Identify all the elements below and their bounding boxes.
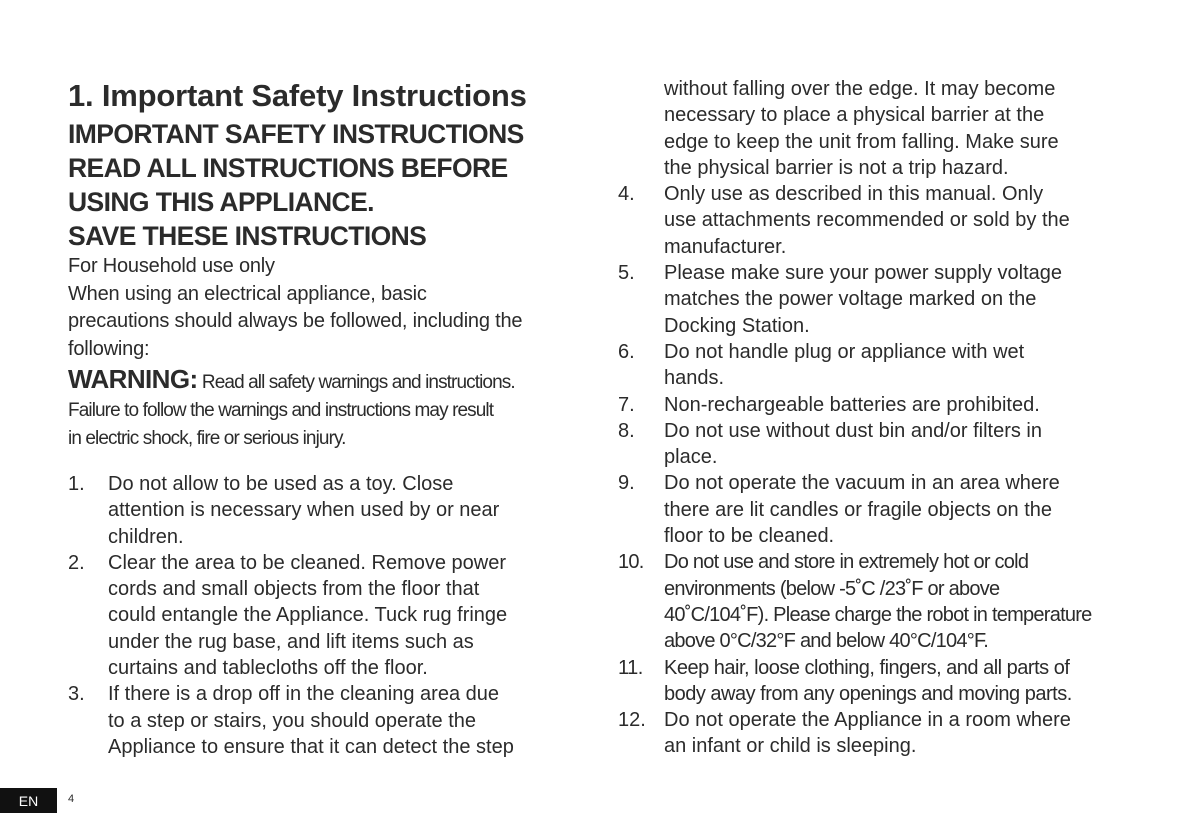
item-number: 6. bbox=[618, 340, 635, 363]
item-line: cords and small objects from the floor that bbox=[108, 578, 480, 601]
item-line: an infant or child is sleeping. bbox=[664, 735, 917, 758]
item-number: 2. bbox=[68, 551, 85, 574]
list-item bbox=[618, 392, 1138, 418]
item-line: use attachments recommended or sold by the bbox=[664, 209, 1070, 232]
instruction-list-left bbox=[68, 471, 578, 760]
list-item bbox=[618, 655, 1138, 708]
item-line: place. bbox=[664, 446, 718, 469]
item-line: Do not operate the Appliance in a room where bbox=[664, 709, 1071, 732]
continuation-line: without falling over the edge. It may become bbox=[664, 78, 1056, 100]
warning-line-2: Failure to follow the warnings and instructions may result bbox=[68, 400, 494, 421]
item-line: Do not operate the vacuum in an area where bbox=[664, 472, 1060, 495]
language-tag: EN bbox=[0, 788, 57, 813]
caps-heading-line-4: SAVE THESE INSTRUCTIONS bbox=[68, 221, 427, 251]
item-line: Keep hair, loose clothing, fingers, and all parts of bbox=[664, 656, 1070, 679]
intro-line-1: When using an electrical appliance, basic bbox=[68, 282, 427, 305]
item-number: 12. bbox=[618, 709, 646, 732]
item-line: above 0°C/32°F and below 40°C/104°F. bbox=[664, 630, 989, 653]
continuation-line: the physical barrier is not a trip hazard. bbox=[664, 156, 1009, 179]
list-item bbox=[618, 181, 1138, 260]
item-line: Do not use without dust bin and/or filters in bbox=[664, 419, 1042, 442]
item-line: environments (below -5˚C /23˚F or above bbox=[664, 577, 1000, 600]
list-item bbox=[68, 471, 578, 550]
item-line: Do not allow to be used as a toy. Close bbox=[108, 473, 454, 495]
item-line: there are lit candles or fragile objects on the bbox=[664, 498, 1052, 521]
item-line: body away from any openings and moving parts. bbox=[664, 682, 1072, 705]
item-line: manufacturer. bbox=[664, 235, 787, 258]
item-line: Appliance to ensure that it can detect the step bbox=[108, 735, 514, 758]
item-line: under the rug base, and lift items such as bbox=[108, 630, 474, 653]
item-line: children. bbox=[108, 525, 184, 548]
item-line: could entangle the Appliance. Tuck rug fringe bbox=[108, 604, 508, 627]
continuation-line: edge to keep the unit from falling. Make sure bbox=[664, 130, 1059, 153]
item-line: Non-rechargeable batteries are prohibited. bbox=[664, 393, 1040, 416]
section-title: 1. Important Safety Instructions bbox=[68, 78, 527, 113]
item-line: matches the power voltage marked on the bbox=[664, 288, 1037, 311]
list-item bbox=[618, 707, 1138, 760]
warning-line-1: Read all safety warnings and instructions. bbox=[201, 372, 515, 393]
instruction-list-right bbox=[618, 181, 1138, 760]
item-line: If there is a drop off in the cleaning area due bbox=[108, 683, 500, 706]
intro-line-2: precautions should always be followed, including the bbox=[68, 310, 523, 332]
item-line: Do not use and store in extremely hot or cold bbox=[664, 551, 1029, 574]
intro-line-3: following: bbox=[68, 337, 150, 360]
item-3-continuation bbox=[618, 76, 1138, 181]
item-line: floor to be cleaned. bbox=[664, 525, 835, 548]
item-line: 40˚C/104˚F). Please charge the robot in temperature bbox=[664, 603, 1092, 626]
item-number: 5. bbox=[618, 262, 635, 285]
list-item bbox=[618, 418, 1138, 471]
warning-label: WARNING: bbox=[68, 364, 198, 394]
warning-line-3: in electric shock, fire or serious injury. bbox=[68, 428, 346, 449]
item-number: 11. bbox=[618, 656, 643, 679]
item-number: 9. bbox=[618, 472, 635, 495]
list-item bbox=[618, 470, 1138, 549]
item-number: 8. bbox=[618, 419, 635, 442]
list-item bbox=[618, 339, 1138, 392]
item-number: 4. bbox=[618, 183, 635, 206]
item-line: Please make sure your power supply voltage bbox=[664, 262, 1062, 285]
warning-block bbox=[68, 365, 578, 397]
item-line: Only use as described in this manual. Only bbox=[664, 183, 1044, 206]
item-line: curtains and tablecloths off the floor. bbox=[108, 657, 428, 680]
list-item bbox=[618, 549, 1138, 654]
list-item bbox=[68, 681, 578, 760]
continuation-line: necessary to place a physical barrier at the bbox=[664, 104, 1045, 127]
caps-heading-line-2: READ ALL INSTRUCTIONS BEFORE bbox=[68, 153, 508, 183]
left-column bbox=[68, 78, 578, 760]
item-line: to a step or stairs, you should operate the bbox=[108, 709, 476, 732]
page-number: 4 bbox=[68, 793, 75, 805]
item-number: 10. bbox=[618, 551, 644, 574]
list-item bbox=[618, 260, 1138, 339]
caps-heading-line-1: IMPORTANT SAFETY INSTRUCTIONS bbox=[68, 119, 524, 149]
item-line: attention is necessary when used by or near bbox=[108, 499, 500, 522]
item-number: 3. bbox=[68, 683, 85, 706]
list-item bbox=[68, 550, 578, 681]
item-line: hands. bbox=[664, 367, 725, 390]
item-number: 7. bbox=[618, 393, 635, 416]
right-column bbox=[618, 76, 1138, 760]
item-line: Do not handle plug or appliance with wet bbox=[664, 340, 1025, 363]
item-line: Docking Station. bbox=[664, 314, 810, 337]
caps-heading-line-3: USING THIS APPLIANCE. bbox=[68, 187, 374, 217]
item-line: Clear the area to be cleaned. Remove power bbox=[108, 551, 507, 574]
household-note: For Household use only bbox=[68, 255, 275, 277]
item-number: 1. bbox=[68, 473, 85, 495]
